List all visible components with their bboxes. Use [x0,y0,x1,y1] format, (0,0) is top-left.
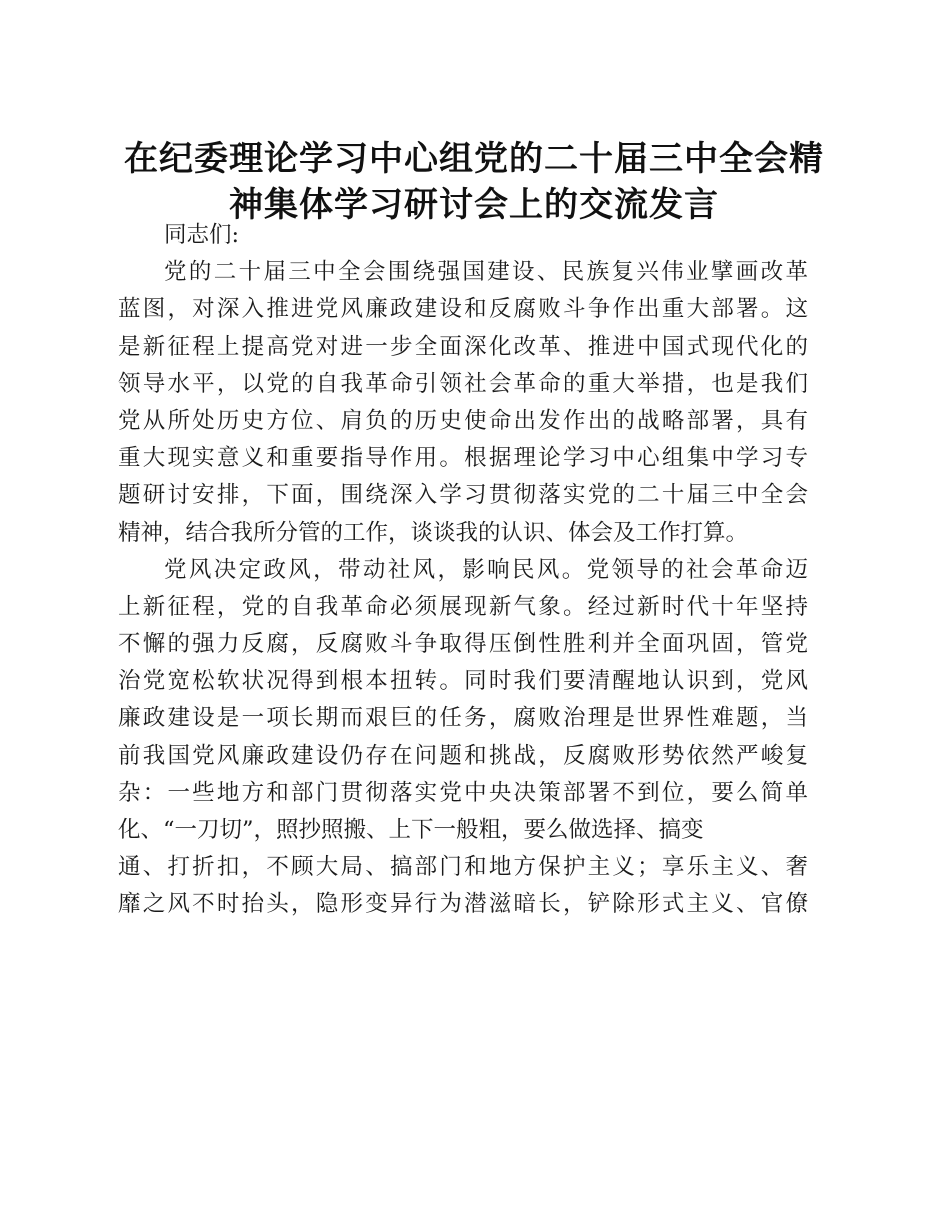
paragraph-2 [118,552,818,924]
paragraph-line: 蓝图，对深入推进党风廉政建设和反腐败斗争作出重大部署。这 [118,296,808,323]
title-line-1: 在纪委理论学习中心组党的二十届三中全会精 [124,139,824,179]
paragraph-line: 精神，结合我所分管的工作，谈谈我的认识、体会及工作打算。 [118,519,749,546]
paragraph-line: 化、“一刀切”，照抄照搬、上下一般粗，要么做选择、搞变 [118,817,704,843]
paragraph-line: 党风决定政风，带动社风，影响民风。党领导的社会革命迈 [164,556,808,583]
paragraph-line: 题研讨安排，下面，围绕深入学习贯彻落实党的二十届三中全会 [118,482,808,509]
paragraph-line: 是新征程上提高党对进一步全面深化改革、推进中国式现代化的 [118,333,808,360]
paragraph-line: 重大现实意义和重要指导作用。根据理论学习中心组集中学习专 [118,445,808,472]
paragraph-line: 前我国党风廉政建设仍存在问题和挑战，反腐败形势依然严峻复 [118,742,808,769]
paragraph-line: 治党宽松软状况得到根本扭转。同时我们要清醒地认识到，党风 [118,668,808,695]
document-title [118,136,830,228]
salutation: 同志们: [164,222,240,248]
paragraph-line: 杂：一些地方和部门贯彻落实党中央决策部署不到位，要么简单 [118,779,808,806]
paragraph-line: 党的二十届三中全会围绕强国建设、民族复兴伟业擘画改革 [164,259,808,286]
paragraph-line: 通、打折扣，不顾大局、搞部门和地方保护主义；享乐主义、奢 [118,854,808,881]
paragraph-line: 不懈的强力反腐，反腐败斗争取得压倒性胜利并全面巩固，管党 [118,631,808,658]
paragraph-line: 靡之风不时抬头，隐形变异行为潜滋暗长，铲除形式主义、官僚 [118,891,808,918]
paragraph-1 [118,254,818,552]
paragraph-line: 上新征程，党的自我革命必须展现新气象。经过新时代十年坚持 [118,593,808,620]
document-body [118,217,818,924]
title-line-2: 神集体学习研讨会上的交流发言 [229,185,719,225]
paragraph-line: 领导水平，以党的自我革命引领社会革命的重大举措，也是我们 [118,370,808,397]
paragraph-line: 廉政建设是一项长期而艰巨的任务，腐败治理是世界性难题，当 [118,705,808,732]
paragraph-line: 党从所处历史方位、肩负的历史使命出发作出的战略部署，具有 [118,407,808,434]
